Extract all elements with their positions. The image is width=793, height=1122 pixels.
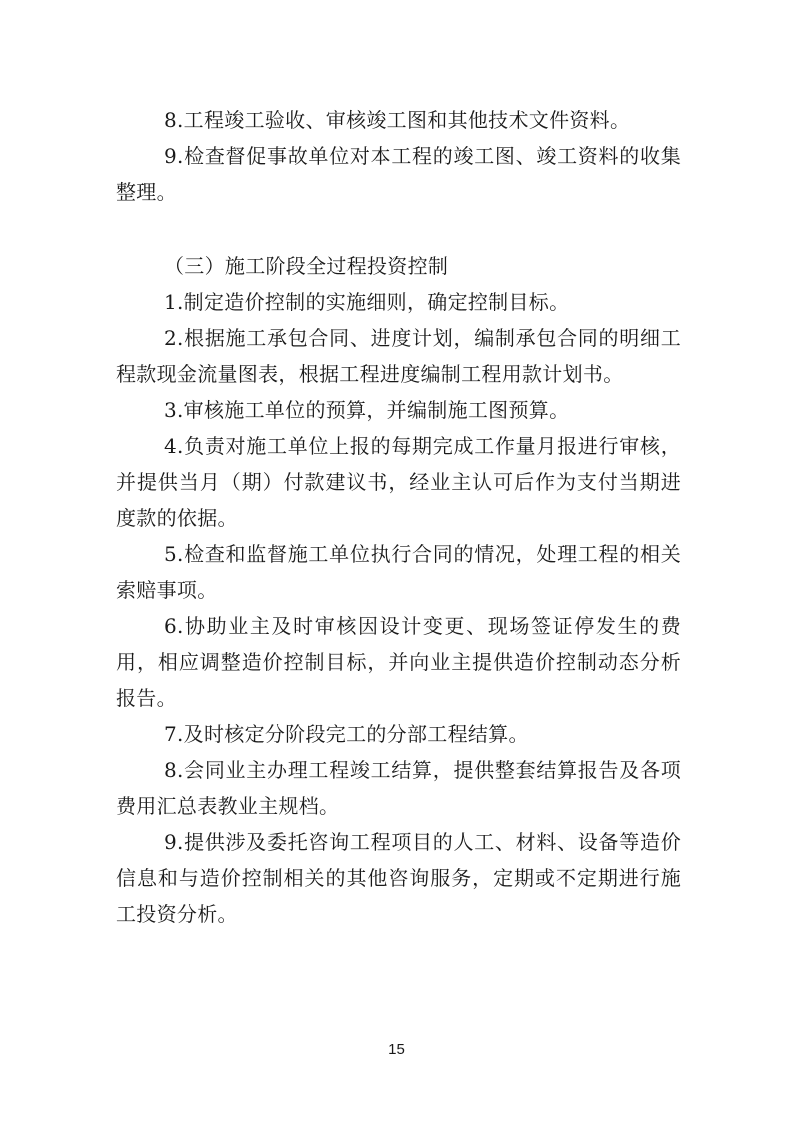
list-item-9: 9.提供涉及委托咨询工程项目的人工、材料、设备等造价信息和与造价控制相关的其他咨询服务，定期或不定期进行施工投资分析。	[116, 830, 681, 926]
page-number: 15	[388, 1041, 405, 1058]
prev-item-8: 8.工程竣工验收、审核竣工图和其他技术文件资料。	[164, 108, 631, 132]
prev-item-9: 9.检查督促事故单位对本工程的竣工图、竣工资料的收集整理。	[116, 144, 681, 204]
list-item-5: 5.检查和监督施工单位执行合同的情况，处理工程的相关索赔事项。	[116, 542, 681, 602]
list-item-1: 1.制定造价控制的实施细则，确定控制目标。	[164, 290, 570, 314]
page-content	[116, 102, 681, 932]
list-item-3: 3.审核施工单位的预算，并编制施工图预算。	[164, 398, 570, 422]
section-heading: （三）施工阶段全过程投资控制	[164, 254, 449, 278]
list-item-8: 8.会同业主办理工程竣工结算，提供整套结算报告及各项费用汇总表教业主规档。	[116, 758, 681, 818]
list-item-7: 7.及时核定分阶段完工的分部工程结算。	[164, 722, 529, 746]
list-item-4: 4.负责对施工单位上报的每期完成工作量月报进行审核，并提供当月（期）付款建议书，经业主认可后作为支付当期进度款的依据。	[116, 434, 681, 530]
list-item-2: 2.根据施工承包合同、进度计划，编制承包合同的明细工程款现金流量图表，根据工程进度编制工程用款计划书。	[116, 326, 681, 386]
list-item-6: 6.协助业主及时审核因设计变更、现场签证停发生的费用，相应调整造价控制目标，并向业主提供造价控制动态分析报告。	[116, 614, 681, 710]
section-gap	[116, 210, 681, 248]
